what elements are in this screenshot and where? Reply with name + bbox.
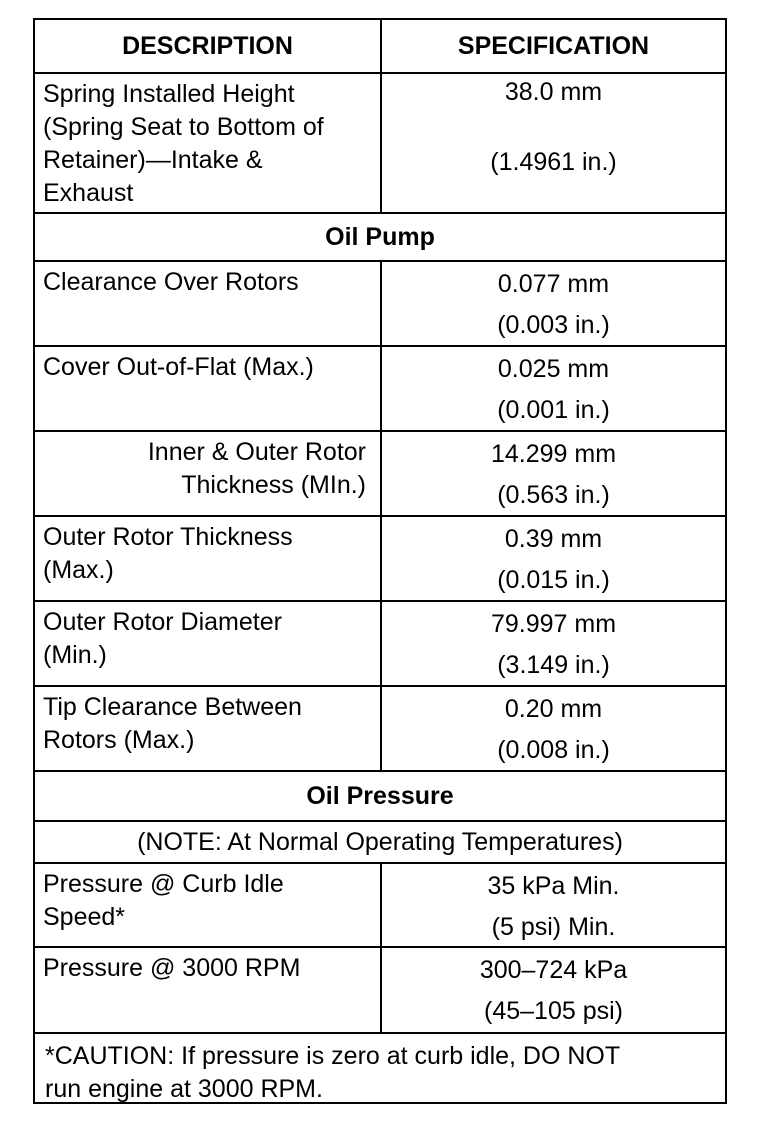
desc-line: Clearance Over Rotors <box>43 268 299 296</box>
row-description <box>35 687 382 770</box>
note-row <box>35 822 725 864</box>
row-spec <box>382 432 725 515</box>
caution-line: run engine at 3000 RPM. <box>45 1075 323 1103</box>
spec-imperial: (0.001 in.) <box>497 396 610 424</box>
desc-line: Pressure @ Curb Idle <box>43 870 284 898</box>
spec-imperial: (0.563 in.) <box>497 481 610 509</box>
spec-metric: 0.077 mm <box>497 270 610 298</box>
caution-note <box>35 1034 630 1112</box>
desc-line: Thickness (MIn.) <box>181 471 366 499</box>
desc-line: Speed* <box>43 903 126 931</box>
desc-line: Rotors (Max.) <box>43 726 195 754</box>
table-row <box>35 262 725 347</box>
section-title: Oil Pump <box>325 222 435 251</box>
table-row <box>35 602 725 687</box>
spring-description <box>35 74 382 212</box>
caution-row <box>35 1034 725 1112</box>
desc-line: Outer Rotor Diameter <box>43 608 282 636</box>
spec-imperial: (0.015 in.) <box>497 566 610 594</box>
table-row <box>35 347 725 432</box>
spec-imperial: (3.149 in.) <box>497 651 610 679</box>
oil-pump-section <box>35 214 725 262</box>
desc-line: Tip Clearance Between <box>43 693 302 721</box>
row-spec <box>382 687 725 770</box>
spec-metric: 38.0 mm <box>504 78 603 106</box>
row-spec <box>382 262 725 345</box>
spec-imperial: (45–105 psi) <box>484 997 623 1025</box>
row-spec <box>382 864 725 946</box>
spring-row <box>35 74 725 214</box>
desc-line: (Spring Seat to Bottom of <box>43 113 324 141</box>
row-description <box>35 432 382 515</box>
spec-metric: 35 kPa Min. <box>487 872 620 900</box>
caution-line: *CAUTION: If pressure is zero at curb idle, DO NOT <box>45 1042 621 1070</box>
row-spec <box>382 602 725 685</box>
spec-metric: 0.39 mm <box>504 525 603 553</box>
spec-metric: 79.997 mm <box>490 610 617 638</box>
spec-imperial: (0.008 in.) <box>497 736 610 764</box>
operating-temp-note: (NOTE: At Normal Operating Temperatures) <box>137 827 623 856</box>
spec-imperial: (1.4961 in.) <box>490 148 617 176</box>
spec-metric: 300–724 kPa <box>479 956 628 984</box>
row-description <box>35 517 382 600</box>
desc-line: (Min.) <box>43 641 107 669</box>
spring-spec <box>382 74 725 212</box>
spec-imperial: (0.003 in.) <box>497 311 610 339</box>
spec-metric: 0.025 mm <box>497 355 610 383</box>
spec-metric: 0.20 mm <box>504 695 603 723</box>
desc-line: (Max.) <box>43 556 114 584</box>
row-description <box>35 347 382 430</box>
row-spec <box>382 948 725 1032</box>
row-description <box>35 948 382 1032</box>
section-title: Oil Pressure <box>306 781 454 810</box>
table-header <box>35 20 725 74</box>
spec-imperial: (5 psi) Min. <box>491 913 616 941</box>
table-row <box>35 517 725 602</box>
specification-header: SPECIFICATION <box>457 31 650 60</box>
table-row <box>35 864 725 948</box>
desc-line: Inner & Outer Rotor <box>147 438 366 466</box>
table-row <box>35 948 725 1034</box>
table-row <box>35 687 725 772</box>
description-header: DESCRIPTION <box>35 20 382 72</box>
spec-table <box>33 18 727 1104</box>
row-description <box>35 864 382 946</box>
row-spec <box>382 347 725 430</box>
spec-metric: 14.299 mm <box>490 440 617 468</box>
desc-line: Pressure @ 3000 RPM <box>43 954 301 982</box>
desc-line: Cover Out-of-Flat (Max.) <box>43 353 314 381</box>
row-spec <box>382 517 725 600</box>
desc-line: Outer Rotor Thickness <box>43 523 293 551</box>
desc-line: Spring Installed Height <box>43 80 295 108</box>
desc-line: Exhaust <box>43 179 134 207</box>
table-row <box>35 432 725 517</box>
oil-pressure-section <box>35 772 725 822</box>
desc-line: Retainer)—Intake & <box>43 146 263 174</box>
row-description <box>35 602 382 685</box>
row-description <box>35 262 382 345</box>
